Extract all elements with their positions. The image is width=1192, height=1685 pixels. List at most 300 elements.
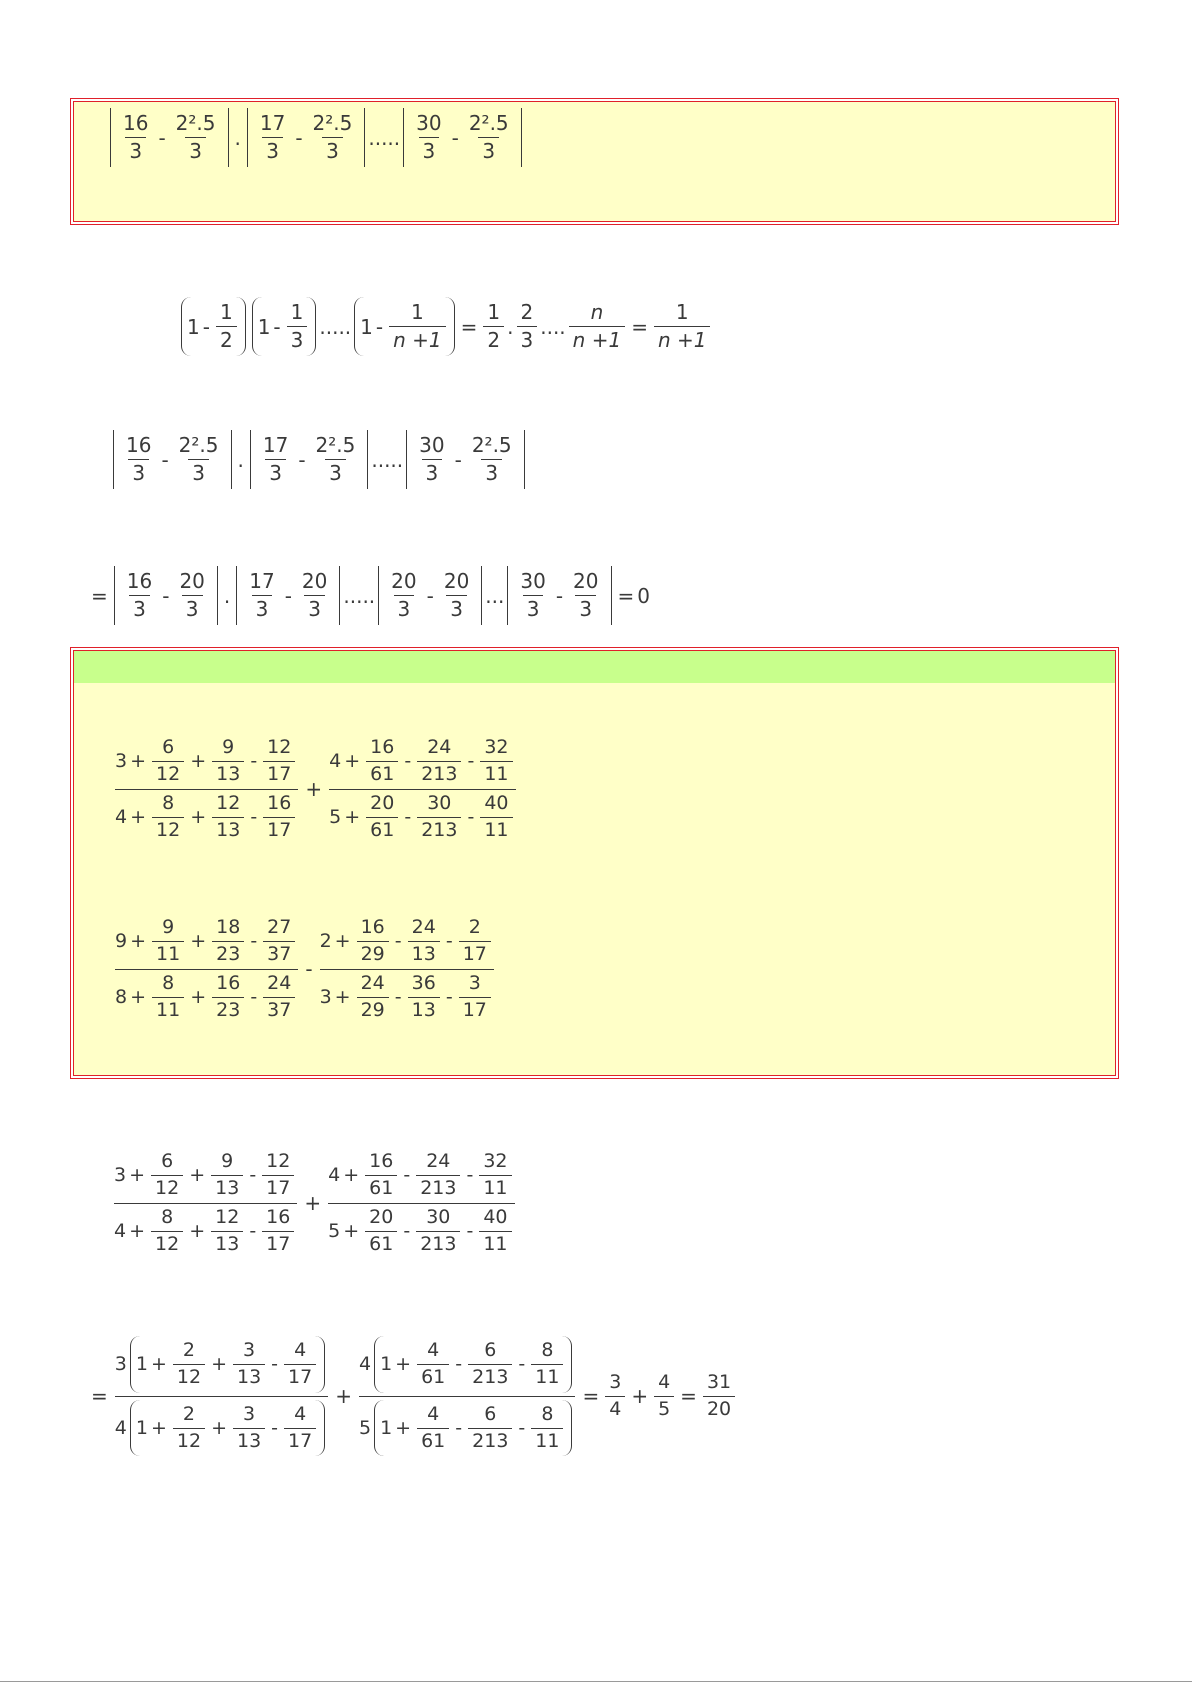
denominator: 13	[212, 761, 244, 786]
numerator: 2	[468, 916, 481, 938]
numerator: 17	[249, 569, 275, 593]
numerator: 3	[468, 971, 481, 994]
numerator: 24	[360, 971, 385, 994]
denominator: 29	[357, 997, 389, 1022]
fraction	[284, 1340, 316, 1389]
operator: -	[466, 1164, 474, 1187]
fraction	[263, 737, 295, 786]
lead-term: 3	[114, 1164, 127, 1187]
fraction	[440, 570, 473, 621]
denominator: 17	[284, 1428, 316, 1453]
compound-numerator	[320, 917, 494, 969]
dot: .	[507, 314, 514, 339]
compound-fraction	[115, 1336, 328, 1456]
fraction	[212, 917, 244, 966]
operator: +	[334, 986, 351, 1009]
fraction	[408, 917, 440, 966]
bracket-term	[403, 108, 522, 167]
fraction	[263, 917, 295, 966]
fraction	[483, 301, 504, 352]
denominator: 13	[211, 1175, 243, 1200]
lead-term: 1	[135, 1353, 148, 1376]
denominator: 17	[263, 817, 295, 842]
denominator: 3	[182, 595, 203, 621]
denominator: 17	[459, 941, 491, 966]
compound-numerator	[114, 1151, 297, 1203]
fraction	[175, 570, 208, 621]
dot: .	[234, 125, 241, 150]
fraction	[416, 1151, 460, 1200]
fraction	[465, 112, 513, 163]
operator: +	[211, 1353, 227, 1376]
operator: -	[467, 806, 475, 829]
fraction	[480, 737, 512, 786]
denominator: 11	[152, 941, 184, 966]
exercise-box-1	[73, 101, 1116, 222]
compound-numerator	[115, 917, 298, 969]
compound-denominator	[320, 969, 494, 1022]
solution-final-expression	[88, 1336, 738, 1456]
denominator: 3	[188, 459, 209, 485]
operator: +	[189, 1220, 206, 1243]
operator: -	[249, 1164, 257, 1187]
denominator: 61	[417, 1428, 449, 1453]
operator: -	[518, 1417, 526, 1440]
compound-denominator	[115, 789, 298, 842]
numerator: 4	[658, 1370, 671, 1393]
lead-term: 8	[115, 986, 128, 1009]
operator: -	[518, 1353, 526, 1376]
compound-denominator	[359, 1396, 575, 1457]
numerator: 8	[541, 1339, 554, 1361]
fraction-sum	[320, 973, 494, 1022]
fraction	[262, 1151, 294, 1200]
denominator: 12	[173, 1364, 205, 1389]
numerator: 2	[182, 1339, 196, 1361]
denominator: 13	[212, 817, 244, 842]
compound-denominator	[115, 1396, 328, 1457]
fraction	[152, 917, 184, 966]
numerator: 12	[266, 1150, 291, 1172]
numerator: 36	[411, 971, 436, 994]
denominator: 3	[129, 595, 150, 621]
numerator: 1	[411, 300, 424, 324]
numerator: 16	[267, 791, 292, 814]
fraction	[245, 570, 278, 621]
numerator: n	[590, 300, 604, 324]
paren-term	[130, 1336, 325, 1393]
fraction	[365, 1151, 397, 1200]
fraction	[605, 1372, 625, 1421]
fraction	[366, 737, 398, 786]
numerator: 1	[219, 300, 233, 324]
operator: +	[130, 750, 147, 773]
lead-term: 3	[319, 986, 332, 1009]
fraction	[212, 973, 244, 1022]
bracket-term	[378, 566, 482, 625]
denominator: 3	[287, 326, 308, 352]
numerator: 12	[216, 791, 241, 814]
equals-sign: =	[617, 583, 635, 608]
lead-term: 5	[329, 806, 342, 829]
fraction	[412, 112, 445, 163]
numerator: 2².5	[312, 111, 353, 135]
minus-sign: -	[162, 583, 170, 608]
ellipsis: ...	[485, 583, 505, 608]
bracket-term	[247, 108, 366, 167]
compound-fraction	[115, 737, 298, 841]
equals-sign: =	[91, 1384, 108, 1409]
denominator: 3	[422, 459, 443, 485]
fraction	[357, 973, 389, 1022]
numerator: 2².5	[471, 433, 512, 457]
numerator: 32	[484, 736, 509, 758]
denominator: 11	[479, 1231, 511, 1256]
denominator: 213	[468, 1428, 512, 1453]
fraction	[517, 301, 538, 352]
numerator: 3	[243, 1402, 256, 1425]
fraction-sum	[328, 1151, 514, 1200]
numerator: 40	[483, 1205, 508, 1228]
dot: .	[223, 583, 231, 608]
numerator: 2².5	[315, 433, 356, 457]
fraction-sum	[320, 917, 494, 966]
fraction	[173, 1404, 205, 1453]
exercise-2a-expression	[111, 737, 520, 841]
numerator: 30	[416, 111, 442, 135]
factor: 5	[358, 1417, 372, 1440]
bracket-term	[406, 430, 525, 489]
denominator: 3	[125, 137, 146, 163]
operator: +	[130, 986, 147, 1009]
denominator: 17	[459, 997, 491, 1022]
numerator: 17	[262, 433, 289, 457]
paren-term	[181, 297, 246, 356]
fraction	[459, 973, 491, 1022]
numerator: 9	[162, 916, 175, 938]
compound-fraction	[328, 1151, 514, 1255]
minus-sign: -	[202, 314, 210, 339]
ellipsis: .....	[371, 447, 404, 472]
numerator: 9	[222, 736, 235, 758]
numerator: 30	[520, 569, 546, 593]
operator: -	[250, 986, 258, 1009]
denominator: 2	[216, 326, 237, 352]
denominator: 11	[480, 761, 512, 786]
fraction	[151, 1207, 183, 1256]
operator: -	[271, 1417, 279, 1440]
one: 1	[360, 314, 373, 339]
operator: -	[250, 930, 258, 953]
numerator: 24	[427, 736, 452, 758]
factored-term	[115, 1336, 328, 1393]
one: 1	[257, 314, 271, 339]
ellipsis: .....	[319, 314, 352, 339]
denominator: 61	[366, 817, 398, 842]
denominator: 4	[605, 1396, 625, 1421]
compound-denominator	[114, 1203, 297, 1256]
denominator: 213	[417, 761, 461, 786]
denominator: 20	[703, 1396, 735, 1421]
numerator: 9	[221, 1150, 234, 1172]
numerator: 24	[411, 916, 436, 938]
numerator: 8	[162, 971, 175, 994]
fraction	[263, 973, 295, 1022]
minus-sign: -	[295, 125, 303, 150]
denominator: 3	[517, 326, 538, 352]
factored-term	[115, 1400, 328, 1457]
fraction-sum	[380, 1340, 566, 1389]
denominator: 61	[365, 1231, 397, 1256]
denominator: 3	[575, 595, 596, 621]
fraction	[366, 793, 398, 842]
operator: -	[403, 1220, 411, 1243]
compound-denominator	[328, 1203, 514, 1256]
numerator: 4	[294, 1339, 307, 1361]
lead-term: 1	[380, 1417, 393, 1440]
compound-fraction	[114, 1151, 297, 1255]
compound-fraction	[320, 917, 494, 1021]
fraction	[654, 1372, 674, 1421]
minus-sign: -	[158, 125, 166, 150]
fraction	[309, 112, 357, 163]
denominator: 3	[265, 459, 286, 485]
denominator: 3	[394, 595, 415, 621]
numerator: 20	[301, 569, 328, 593]
denominator: 61	[417, 1364, 449, 1389]
denominator: 3	[322, 137, 343, 163]
operator: +	[190, 930, 207, 953]
operator: -	[271, 1353, 279, 1376]
denominator: 5	[654, 1396, 674, 1421]
fraction	[152, 737, 184, 786]
denominator: 3	[523, 595, 544, 621]
fraction	[417, 1340, 449, 1389]
numerator: 12	[215, 1205, 240, 1228]
denominator: 2	[483, 326, 504, 352]
fraction	[175, 434, 223, 485]
operator: +	[190, 750, 207, 773]
fraction	[417, 793, 461, 842]
operator: -	[250, 806, 258, 829]
denominator: n +1	[389, 326, 446, 352]
operator: +	[190, 806, 207, 829]
fraction	[152, 793, 184, 842]
minus-sign: -	[451, 125, 459, 150]
fraction	[152, 973, 184, 1022]
fraction	[569, 570, 602, 621]
denominator: 213	[468, 1364, 512, 1389]
denominator: 29	[357, 941, 389, 966]
operator: +	[211, 1417, 227, 1440]
minus-sign: -	[454, 447, 462, 472]
compound-numerator	[115, 1336, 328, 1396]
denominator: 3	[325, 459, 346, 485]
numerator: 16	[266, 1205, 291, 1228]
fraction	[119, 112, 152, 163]
operator: -	[404, 750, 412, 773]
denominator: 17	[263, 761, 295, 786]
operator: -	[455, 1353, 463, 1376]
numerator: 20	[179, 569, 205, 593]
fraction	[256, 112, 289, 163]
denominator: 11	[480, 817, 512, 842]
fraction	[479, 1207, 511, 1256]
operator: -	[467, 750, 475, 773]
operator: -	[394, 986, 402, 1009]
operator: +	[189, 1164, 206, 1187]
operator: +	[335, 1384, 352, 1409]
operator: +	[344, 750, 361, 773]
fraction	[151, 1151, 183, 1200]
numerator: 6	[162, 736, 175, 758]
denominator: 13	[211, 1231, 243, 1256]
numerator: 20	[443, 569, 470, 593]
fraction-sum	[115, 917, 298, 966]
operator: +	[304, 1191, 322, 1216]
denominator: 12	[152, 817, 184, 842]
fraction	[233, 1404, 265, 1453]
fraction	[416, 1207, 460, 1256]
lead-term: 5	[328, 1220, 341, 1243]
denominator: 12	[152, 761, 184, 786]
numerator: 3	[609, 1370, 622, 1393]
numerator: 1	[290, 300, 304, 324]
fraction	[212, 793, 244, 842]
operator: +	[190, 986, 207, 1009]
paren-term	[374, 1400, 572, 1457]
restated-expression	[110, 430, 528, 489]
numerator: 4	[427, 1339, 440, 1361]
paren-term	[130, 1400, 325, 1457]
numerator: 20	[370, 791, 395, 814]
operator: +	[631, 1384, 649, 1409]
page-bottom-rule	[0, 1681, 1192, 1682]
denominator: 3	[478, 137, 499, 163]
numerator: 31	[706, 1370, 732, 1393]
compound-numerator	[115, 737, 298, 789]
fraction	[417, 1404, 449, 1453]
minus-sign: -	[375, 314, 384, 339]
compound-numerator	[329, 737, 515, 789]
operator: +	[150, 1417, 167, 1440]
fraction-sum	[115, 793, 298, 842]
denominator: 12	[151, 1231, 183, 1256]
compound-denominator	[329, 789, 515, 842]
compound-numerator	[359, 1336, 575, 1396]
numerator: 24	[426, 1150, 451, 1172]
fraction	[262, 1207, 294, 1256]
fraction	[122, 434, 155, 485]
numerator: 2².5	[175, 111, 216, 135]
numerator: 32	[483, 1150, 508, 1172]
operator: -	[305, 957, 313, 982]
denominator: 37	[263, 997, 295, 1022]
denominator: 3	[252, 595, 273, 621]
exercise-1-expression	[107, 108, 525, 167]
factored-term	[359, 1336, 575, 1393]
factor: 4	[114, 1417, 127, 1440]
paren-term	[374, 1336, 572, 1393]
operator: -	[250, 750, 258, 773]
denominator: 11	[479, 1175, 511, 1200]
fraction	[468, 1404, 512, 1453]
numerator: 20	[369, 1205, 394, 1228]
fraction	[365, 1207, 397, 1256]
denominator: 17	[262, 1175, 294, 1200]
operator: +	[129, 1220, 146, 1243]
denominator: 3	[185, 137, 206, 163]
fraction	[216, 301, 237, 352]
numerator: 16	[126, 569, 153, 593]
operator: -	[403, 1164, 411, 1187]
fraction	[531, 1404, 563, 1453]
dot: .	[237, 447, 244, 472]
fraction	[415, 434, 448, 485]
numerator: 30	[427, 791, 452, 814]
exercise-2b-expression	[111, 917, 498, 1021]
operator: +	[343, 1220, 360, 1243]
denominator: 213	[417, 817, 461, 842]
lead-term: 4	[114, 1220, 127, 1243]
compound-fraction	[359, 1336, 575, 1456]
factor: 4	[358, 1353, 372, 1376]
minus-sign: -	[298, 447, 306, 472]
fraction	[654, 301, 711, 352]
minus-sign: -	[284, 583, 292, 608]
fraction-sum	[328, 1207, 514, 1256]
numerator: 4	[427, 1402, 440, 1425]
ellipsis: .....	[368, 125, 401, 150]
zero: 0	[637, 583, 650, 608]
denominator: 23	[212, 997, 244, 1022]
fraction	[211, 1151, 243, 1200]
numerator: 6	[161, 1150, 174, 1172]
numerator: 2	[182, 1402, 196, 1425]
numerator: 20	[573, 569, 599, 593]
numerator: 24	[267, 971, 292, 994]
numerator: 12	[267, 736, 292, 758]
fraction	[387, 570, 420, 621]
fraction	[357, 917, 389, 966]
numerator: 16	[216, 971, 241, 994]
numerator: 16	[126, 433, 152, 457]
lead-term: 1	[135, 1417, 148, 1440]
operator: +	[130, 930, 147, 953]
fraction-sum	[114, 1207, 297, 1256]
fraction-sum	[329, 737, 515, 786]
lead-term: 3	[115, 750, 128, 773]
denominator: 3	[481, 459, 502, 485]
denominator: 11	[531, 1364, 563, 1389]
operator: +	[343, 1164, 360, 1187]
numerator: 20	[391, 569, 417, 593]
denominator: 61	[365, 1175, 397, 1200]
operator: -	[249, 1220, 257, 1243]
numerator: 4	[294, 1402, 307, 1425]
fraction	[480, 793, 512, 842]
fraction	[389, 301, 446, 352]
numerator: 8	[162, 791, 175, 814]
denominator: 37	[263, 941, 295, 966]
factored-term	[359, 1400, 575, 1457]
numerator: 18	[216, 916, 241, 938]
fraction	[212, 737, 244, 786]
fraction	[468, 1340, 512, 1389]
fraction	[287, 301, 308, 352]
fraction	[703, 1372, 735, 1421]
fraction	[312, 434, 360, 485]
